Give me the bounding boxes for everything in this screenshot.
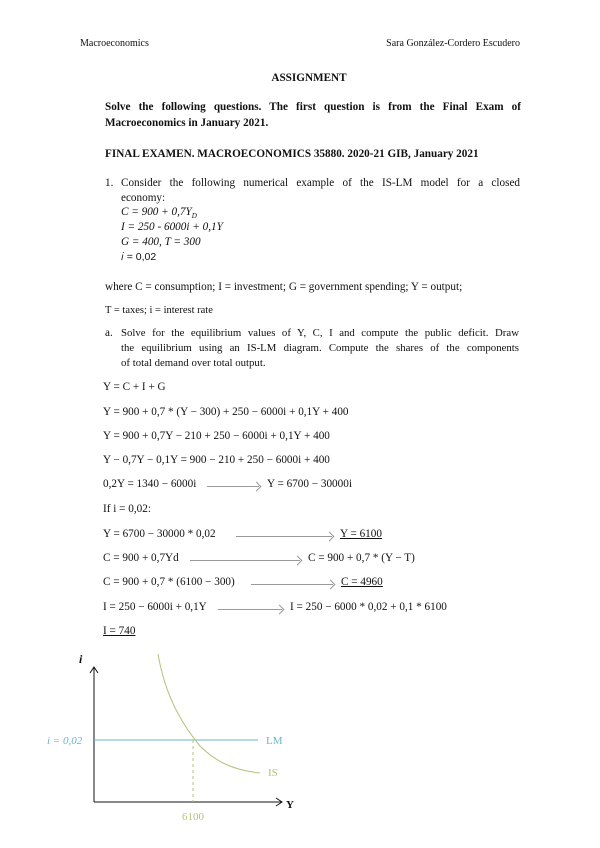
result-investment: I = 740: [103, 625, 136, 637]
part-a-line-1: Solve for the equilibrium values of Y, C, I and compute the public deficit. Draw: [121, 327, 519, 339]
result-output: Y = 6100: [340, 528, 382, 540]
step-10-left: I = 250 − 6000i + 0,1Y: [103, 601, 207, 613]
is-lm-diagram: [0, 640, 600, 830]
step-5-left: 0,2Y = 1340 − 6000i: [103, 478, 197, 490]
equation-investment: I = 250 - 6000i + 0,1Y: [121, 221, 223, 233]
page-title: ASSIGNMENT: [271, 72, 347, 84]
arrow-icon: [251, 584, 333, 585]
lm-label: LM: [266, 735, 283, 747]
y-axis-label: i: [79, 652, 83, 666]
step-8-left: C = 900 + 0,7Yd: [103, 552, 179, 564]
definitions-line-1: where C = consumption; I = investment; G = government spending; Y = output;: [105, 281, 463, 293]
step-4: Y − 0,7Y − 0,1Y = 900 − 210 + 250 − 6000i + 400: [103, 454, 330, 466]
arrow-icon: [190, 560, 300, 561]
step-9-left: C = 900 + 0,7 * (6100 − 300): [103, 576, 235, 588]
question-number: 1.: [105, 177, 114, 189]
x-axis-label: Y: [286, 799, 294, 811]
step-10-right: I = 250 − 6000 * 0,02 + 0,1 * 6100: [290, 601, 447, 613]
arrow-icon: [207, 486, 259, 487]
intro-line-2: Macroeconomics in January 2021.: [105, 117, 269, 129]
arrow-icon: [218, 609, 282, 610]
definitions-line-2: T = taxes; i = interest rate: [105, 305, 213, 316]
exam-title: FINAL EXAMEN. MACROECONOMICS 35880. 2020-21 GIB, January 2021: [105, 148, 479, 160]
step-5-right: Y = 6700 − 30000i: [267, 478, 352, 490]
part-a-line-2: the equilibrium using an IS-LM diagram. Compute the shares of the components: [121, 342, 519, 354]
interest-rate-label: i = 0,02: [47, 735, 83, 747]
step-6: If i = 0,02:: [103, 503, 151, 515]
step-2: Y = 900 + 0,7 * (Y − 300) + 250 − 6000i + 0,1Y + 400: [103, 406, 349, 418]
step-1: Y = C + I + G: [103, 381, 166, 393]
arrow-icon: [236, 536, 332, 537]
question-line-1: Consider the following numerical example of the IS-LM model for a closed: [121, 177, 520, 189]
header-left: Macroeconomics: [80, 38, 149, 49]
result-consumption: C = 4960: [341, 576, 383, 588]
equation-government-taxes: G = 400, T = 300: [121, 236, 201, 248]
equation-consumption: $C = 900 + 0,7Y_D$: [121, 206, 197, 221]
header-right: Sara González-Cordero Escudero: [386, 38, 520, 49]
intro-line-1: Solve the following questions. The first question is from the Final Exam of: [105, 101, 521, 113]
is-label: IS: [268, 767, 278, 779]
step-3: Y = 900 + 0,7Y − 210 + 250 − 6000i + 0,1Y + 400: [103, 430, 330, 442]
step-7-left: Y = 6700 − 30000 * 0,02: [103, 528, 216, 540]
equilibrium-output-label: 6100: [182, 811, 204, 823]
is-curve: [158, 654, 260, 773]
step-8-right: C = 900 + 0,7 * (Y − T): [308, 552, 415, 564]
part-a-line-3: of total demand over total output.: [121, 357, 266, 369]
equation-interest-rate: 𝑖 = 0,02: [121, 251, 157, 263]
question-line-2: economy:: [121, 192, 166, 204]
part-a-letter: a.: [105, 327, 113, 339]
